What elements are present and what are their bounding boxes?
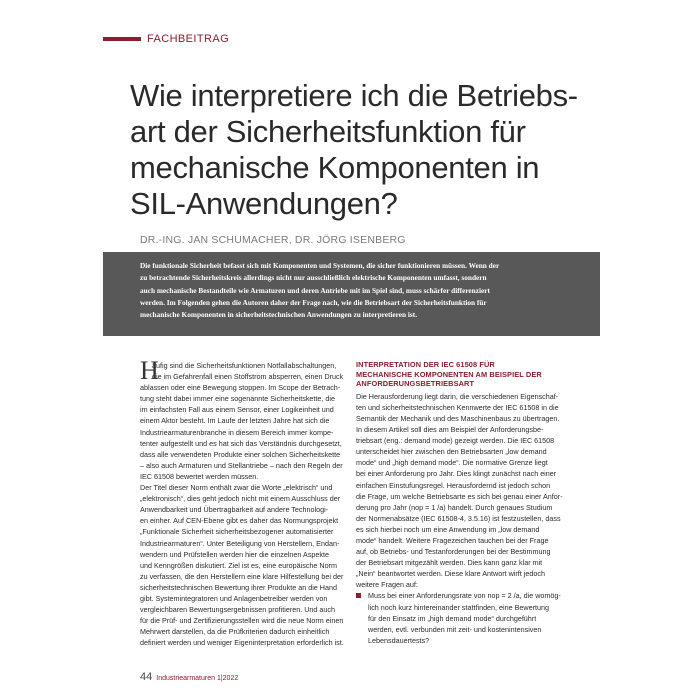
body-line: und Kenngrößen diskutiert. Ziel ist es, eine europäische Norm (140, 560, 337, 570)
body-line: „Funktionale Sicherheit sicherheitsbezogener automatisierter (140, 527, 334, 537)
body-line: Die Herausforderung liegt darin, die verschiedenen Eigenschaf- (356, 391, 559, 401)
left-column (140, 356, 348, 648)
body-line: definiert werden und weniger Eigeninterpretation erforderlich ist. (140, 638, 344, 648)
body-line: triebsart (eng.: demand mode) gezeigt werden. Die IEC 61508 (356, 436, 555, 446)
body-line: mode“ handelt. Weitere Fragezeichen tauchen bei der Frage (356, 536, 549, 545)
body-line: unterscheidet hier zwischen den Betriebsarten „low demand (356, 447, 547, 457)
body-line: tung steht dabei immer eine sogenannte Sicherheitskette, die (140, 394, 335, 404)
headline-line: art der Sicherheitsfunktion für (130, 114, 526, 149)
square-bullet-icon (356, 593, 361, 598)
body-line: der Normenabsätze (IEC 61508-4, 3.5.16) ist festzustellen, dass (356, 513, 561, 523)
bullet-line: werden, evtl. verbunden mit zeit- und kostenintensiven (368, 624, 542, 634)
body-line: „elektronisch“, dies geht jedoch nicht mit einem Ausschluss der (140, 494, 341, 504)
lead-paragraph (140, 260, 565, 321)
article-authors: DR.-ING. JAN SCHUMACHER, DR. JÖRG ISENBERG (140, 234, 406, 246)
bullet-line: für den Einsatz im „high demand mode“ durchgeführt (368, 613, 537, 623)
body-line: einfachen Einstufungsregel. Herausfordernd ist jedoch schon (356, 480, 551, 490)
page-footer (140, 671, 238, 683)
body-line: zu verfassen, die den Herstellern eine klare Hilfestellung bei der (140, 571, 344, 581)
body-line: auf, ob Betriebs- und Testanforderungen bei der Bestimmung (356, 547, 551, 557)
lead-box (103, 252, 600, 336)
bullet-line: lich noch kurz hintereinander stattfinden, eine Bewertung (368, 602, 549, 612)
body-line: für die Prüf- und Zertifizierungsstellen wird die neue Norm einen (140, 616, 344, 626)
lead-line: auch mechanische Bestandteile wie Armaturen und deren Antriebe mit im Spiel sind, muss schärfer differenziert (140, 285, 490, 295)
body-line: Semantik der Mechanik und des Maschinenbaus zu übertragen. (356, 413, 560, 423)
body-line: Anwendbarkeit und Übertragbarkeit auf andere Technologi- (140, 505, 329, 515)
dropcap-letter: H (140, 356, 159, 385)
body-line: bei einer Anforderung pro Jahr. Dies klingt zunächst nach einer (356, 469, 557, 479)
dropcap-block (140, 356, 348, 385)
body-line: es sich hierbei noch um eine Anwendung im „low demand (356, 524, 540, 534)
article-headline (130, 78, 600, 222)
body-line: Mehrwert darstellen, da die Prüfkriterien dadurch einheitlich (140, 627, 330, 637)
body-line: ten und sicherheitstechnischen Kennwerte der IEC 61508 in die (356, 402, 559, 412)
magazine-name: Industriearmaturen 1|2022 (156, 675, 239, 682)
body-line: einem Aktor besteht. Im Laufe der letzten Jahre hat sich die (140, 416, 330, 426)
body-line: vergleichbaren Bewertungsergebnissen profitieren. Und auch (140, 605, 335, 615)
body-line: wendern und Prüfstellen werden hier die einzelnen Aspekte (140, 549, 329, 559)
headline-line: Wie interpretiere ich die Betriebs- (130, 78, 578, 113)
lead-line: mechanische Komponenten in sicherheitstechnischen Anwendungen zu interpretieren ist. (140, 310, 418, 320)
body-line: Industriearmaturen“. Unter Beteiligung von Herstellern, Endan- (140, 538, 340, 548)
bullet-line: Muss bei einer Anforderungsrate von nop = 2 /a, die womög- (368, 591, 561, 601)
body-line: mode“ und „high demand mode“. Die normative Grenze liegt (356, 458, 548, 468)
body-line: äufig sind die Sicherheitsfunktionen Notfallabschaltungen, (152, 361, 337, 370)
section-label: FACHBEITRAG (147, 33, 230, 45)
section-tag (103, 33, 229, 45)
subheading-line: ANFORDERUNGSBETRIEBSART (356, 379, 475, 389)
body-line: ablassen oder eine Bewegung stoppen. Im Scope der Betrach- (140, 383, 341, 393)
body-line: gibt. Systemintegratoren und Anlagenbetreiber werden von (140, 593, 328, 603)
body-line: sicherheitstechnischen Bewertung ihrer Produkte an die Hand (140, 582, 337, 592)
body-line: – also auch Armaturen und Stellantriebe – nach den Regeln der (140, 460, 343, 470)
lead-line: werden. Im Folgenden gehen die Autoren daher der Frage nach, wie die Betriebsart der Sicherheitsfunktion für (140, 297, 487, 307)
body-line: weitere Fragen auf: (356, 580, 418, 590)
body-line: die im Gefahrenfall einen Stoffstrom absperren, einen Druck (152, 372, 344, 382)
body-line: „Nein“ beantwortet werden. Diese klare Antwort wirft jedoch (356, 569, 545, 579)
body-line: derung pro Jahr (nop = 1 /a) handelt. Durch genaues Studium (356, 502, 553, 512)
lead-line: zu betrachtende Sicherheitskreis allerdings nicht nur ausschließlich elektrische Komponenten umfasst, sondern (140, 273, 487, 283)
body-line: Der Titel dieser Norm enthält zwar die Worte „elektrisch“ und (140, 483, 333, 493)
subheading-line: INTERPRETATION DER IEC 61508 FÜR (356, 360, 495, 369)
page-number: 44 (140, 671, 153, 683)
bullet-item (356, 590, 600, 645)
body-line: die Frage, um welche Betriebsarte es sich bei genau einer Anfor- (356, 491, 563, 501)
body-line: en einher. Auf CEN-Ebene gibt es daher das Normungsprojekt (140, 516, 339, 526)
body-line: im einfachsten Fall aus einem Sensor, einer Logikeinheit und (140, 405, 334, 415)
headline-line: SIL-Anwendungen? (130, 186, 398, 221)
lead-line: Die funktionale Sicherheit befasst sich mit Komponenten und Systemen, die sicher funktionieren müssen. Wenn der (140, 261, 500, 270)
headline-line: mechanische Komponenten in (130, 150, 540, 185)
right-column (356, 360, 600, 646)
section-subheading (356, 360, 600, 389)
body-line: tenter aufgestellt und es hat sich das Verständnis durchgesetzt, (140, 438, 342, 448)
subheading-line: MECHANISCHE KOMPONENTEN AM BEISPIEL DER (356, 369, 542, 379)
section-accent-bar (103, 37, 141, 41)
body-line: der Betriebsart mitgezählt werden. Dies kann ganz klar mit (356, 558, 543, 568)
body-line: dass alle verwendeten Produkte einer solchen Sicherheitskette (140, 449, 341, 459)
body-line: In diesem Artikel soll dies am Beispiel der Anforderungsbe- (356, 425, 544, 435)
body-line: Industriearmaturenbranche in diesem Bereich immer kompe- (140, 427, 334, 437)
bullet-line: Lebensdauertests? (368, 635, 430, 645)
body-line: IEC 61508 bewertet werden müssen. (140, 471, 259, 481)
